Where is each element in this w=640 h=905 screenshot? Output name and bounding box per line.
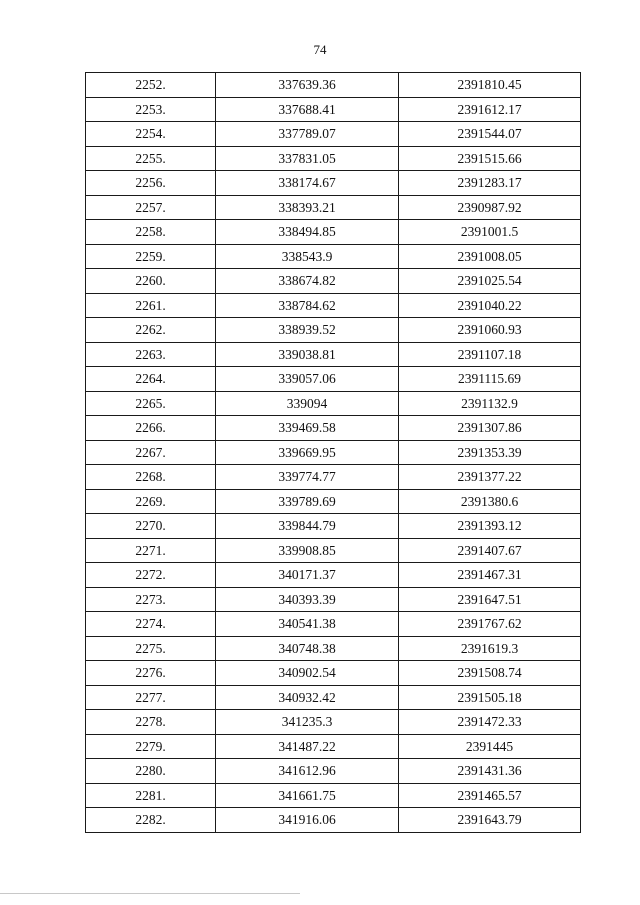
point-number-cell: 2261.: [86, 293, 216, 318]
x-coordinate-cell: 339469.58: [216, 416, 399, 441]
table-row: [86, 391, 581, 416]
y-coordinate-cell: 2391612.17: [399, 97, 581, 122]
x-coordinate-cell: 339038.81: [216, 342, 399, 367]
point-number-cell: 2254.: [86, 122, 216, 147]
point-number-cell: 2272.: [86, 563, 216, 588]
footer-divider: [0, 893, 300, 894]
table-row: [86, 710, 581, 735]
x-coordinate-cell: 339789.69: [216, 489, 399, 514]
y-coordinate-cell: 2391472.33: [399, 710, 581, 735]
x-coordinate-cell: 340393.39: [216, 587, 399, 612]
y-coordinate-cell: 2391431.36: [399, 759, 581, 784]
y-coordinate-cell: 2391353.39: [399, 440, 581, 465]
point-number-cell: 2281.: [86, 783, 216, 808]
point-number-cell: 2262.: [86, 318, 216, 343]
point-number-cell: 2252.: [86, 73, 216, 98]
table-row: [86, 342, 581, 367]
x-coordinate-cell: 341661.75: [216, 783, 399, 808]
point-number-cell: 2256.: [86, 171, 216, 196]
x-coordinate-cell: 338174.67: [216, 171, 399, 196]
x-coordinate-cell: 340932.42: [216, 685, 399, 710]
table-row: [86, 73, 581, 98]
x-coordinate-cell: 338393.21: [216, 195, 399, 220]
y-coordinate-cell: 2391445: [399, 734, 581, 759]
x-coordinate-cell: 338494.85: [216, 220, 399, 245]
table-row: [86, 489, 581, 514]
x-coordinate-cell: 341235.3: [216, 710, 399, 735]
table-row: [86, 122, 581, 147]
table-row: [86, 514, 581, 539]
point-number-cell: 2271.: [86, 538, 216, 563]
table-row: [86, 440, 581, 465]
x-coordinate-cell: 341916.06: [216, 808, 399, 833]
table-row: [86, 612, 581, 637]
point-number-cell: 2279.: [86, 734, 216, 759]
point-number-cell: 2259.: [86, 244, 216, 269]
x-coordinate-cell: 341612.96: [216, 759, 399, 784]
y-coordinate-cell: 2391377.22: [399, 465, 581, 490]
x-coordinate-cell: 339908.85: [216, 538, 399, 563]
y-coordinate-cell: 2391132.9: [399, 391, 581, 416]
point-number-cell: 2278.: [86, 710, 216, 735]
table-row: [86, 293, 581, 318]
point-number-cell: 2255.: [86, 146, 216, 171]
x-coordinate-cell: 340541.38: [216, 612, 399, 637]
table-row: [86, 685, 581, 710]
x-coordinate-cell: 338939.52: [216, 318, 399, 343]
x-coordinate-cell: 337831.05: [216, 146, 399, 171]
x-coordinate-cell: 338784.62: [216, 293, 399, 318]
table-row: [86, 416, 581, 441]
point-number-cell: 2269.: [86, 489, 216, 514]
point-number-cell: 2253.: [86, 97, 216, 122]
y-coordinate-cell: 2391505.18: [399, 685, 581, 710]
x-coordinate-cell: 340748.38: [216, 636, 399, 661]
point-number-cell: 2257.: [86, 195, 216, 220]
y-coordinate-cell: 2391380.6: [399, 489, 581, 514]
x-coordinate-cell: 339057.06: [216, 367, 399, 392]
point-number-cell: 2277.: [86, 685, 216, 710]
table-row: [86, 636, 581, 661]
x-coordinate-cell: 340171.37: [216, 563, 399, 588]
table-row: [86, 538, 581, 563]
point-number-cell: 2260.: [86, 269, 216, 294]
y-coordinate-cell: 2391467.31: [399, 563, 581, 588]
page-number: 74: [313, 42, 327, 57]
y-coordinate-cell: 2391643.79: [399, 808, 581, 833]
y-coordinate-cell: 2391001.5: [399, 220, 581, 245]
point-number-cell: 2267.: [86, 440, 216, 465]
y-coordinate-cell: 2391283.17: [399, 171, 581, 196]
y-coordinate-cell: 2391508.74: [399, 661, 581, 686]
table-row: [86, 587, 581, 612]
x-coordinate-cell: 337639.36: [216, 73, 399, 98]
x-coordinate-cell: 341487.22: [216, 734, 399, 759]
table-row: [86, 171, 581, 196]
table-row: [86, 146, 581, 171]
table-row: [86, 734, 581, 759]
y-coordinate-cell: 2391025.54: [399, 269, 581, 294]
point-number-cell: 2274.: [86, 612, 216, 637]
point-number-cell: 2273.: [86, 587, 216, 612]
x-coordinate-cell: 337688.41: [216, 97, 399, 122]
x-coordinate-cell: 339844.79: [216, 514, 399, 539]
point-number-cell: 2258.: [86, 220, 216, 245]
table-row: [86, 244, 581, 269]
table-row: [86, 661, 581, 686]
table-row: [86, 269, 581, 294]
y-coordinate-cell: 2391115.69: [399, 367, 581, 392]
y-coordinate-cell: 2391040.22: [399, 293, 581, 318]
table-row: [86, 465, 581, 490]
y-coordinate-cell: 2391407.67: [399, 538, 581, 563]
x-coordinate-cell: 338674.82: [216, 269, 399, 294]
point-number-cell: 2264.: [86, 367, 216, 392]
y-coordinate-cell: 2391107.18: [399, 342, 581, 367]
point-number-cell: 2280.: [86, 759, 216, 784]
y-coordinate-cell: 2391307.86: [399, 416, 581, 441]
x-coordinate-cell: 340902.54: [216, 661, 399, 686]
y-coordinate-cell: 2391515.66: [399, 146, 581, 171]
x-coordinate-cell: 338543.9: [216, 244, 399, 269]
coordinates-table: [85, 72, 581, 833]
y-coordinate-cell: 2391767.62: [399, 612, 581, 637]
coordinates-table-body: [86, 73, 581, 833]
table-row: [86, 97, 581, 122]
point-number-cell: 2270.: [86, 514, 216, 539]
table-row: [86, 195, 581, 220]
point-number-cell: 2282.: [86, 808, 216, 833]
point-number-cell: 2266.: [86, 416, 216, 441]
y-coordinate-cell: 2391810.45: [399, 73, 581, 98]
y-coordinate-cell: 2391393.12: [399, 514, 581, 539]
table-row: [86, 318, 581, 343]
point-number-cell: 2276.: [86, 661, 216, 686]
point-number-cell: 2275.: [86, 636, 216, 661]
y-coordinate-cell: 2391647.51: [399, 587, 581, 612]
y-coordinate-cell: 2391060.93: [399, 318, 581, 343]
y-coordinate-cell: 2391465.57: [399, 783, 581, 808]
y-coordinate-cell: 2391544.07: [399, 122, 581, 147]
table-row: [86, 220, 581, 245]
table-row: [86, 563, 581, 588]
x-coordinate-cell: 337789.07: [216, 122, 399, 147]
x-coordinate-cell: 339774.77: [216, 465, 399, 490]
table-row: [86, 808, 581, 833]
y-coordinate-cell: 2391619.3: [399, 636, 581, 661]
y-coordinate-cell: 2390987.92: [399, 195, 581, 220]
x-coordinate-cell: 339669.95: [216, 440, 399, 465]
y-coordinate-cell: 2391008.05: [399, 244, 581, 269]
table-row: [86, 367, 581, 392]
table-row: [86, 759, 581, 784]
x-coordinate-cell: 339094: [216, 391, 399, 416]
point-number-cell: 2265.: [86, 391, 216, 416]
point-number-cell: 2263.: [86, 342, 216, 367]
point-number-cell: 2268.: [86, 465, 216, 490]
table-row: [86, 783, 581, 808]
